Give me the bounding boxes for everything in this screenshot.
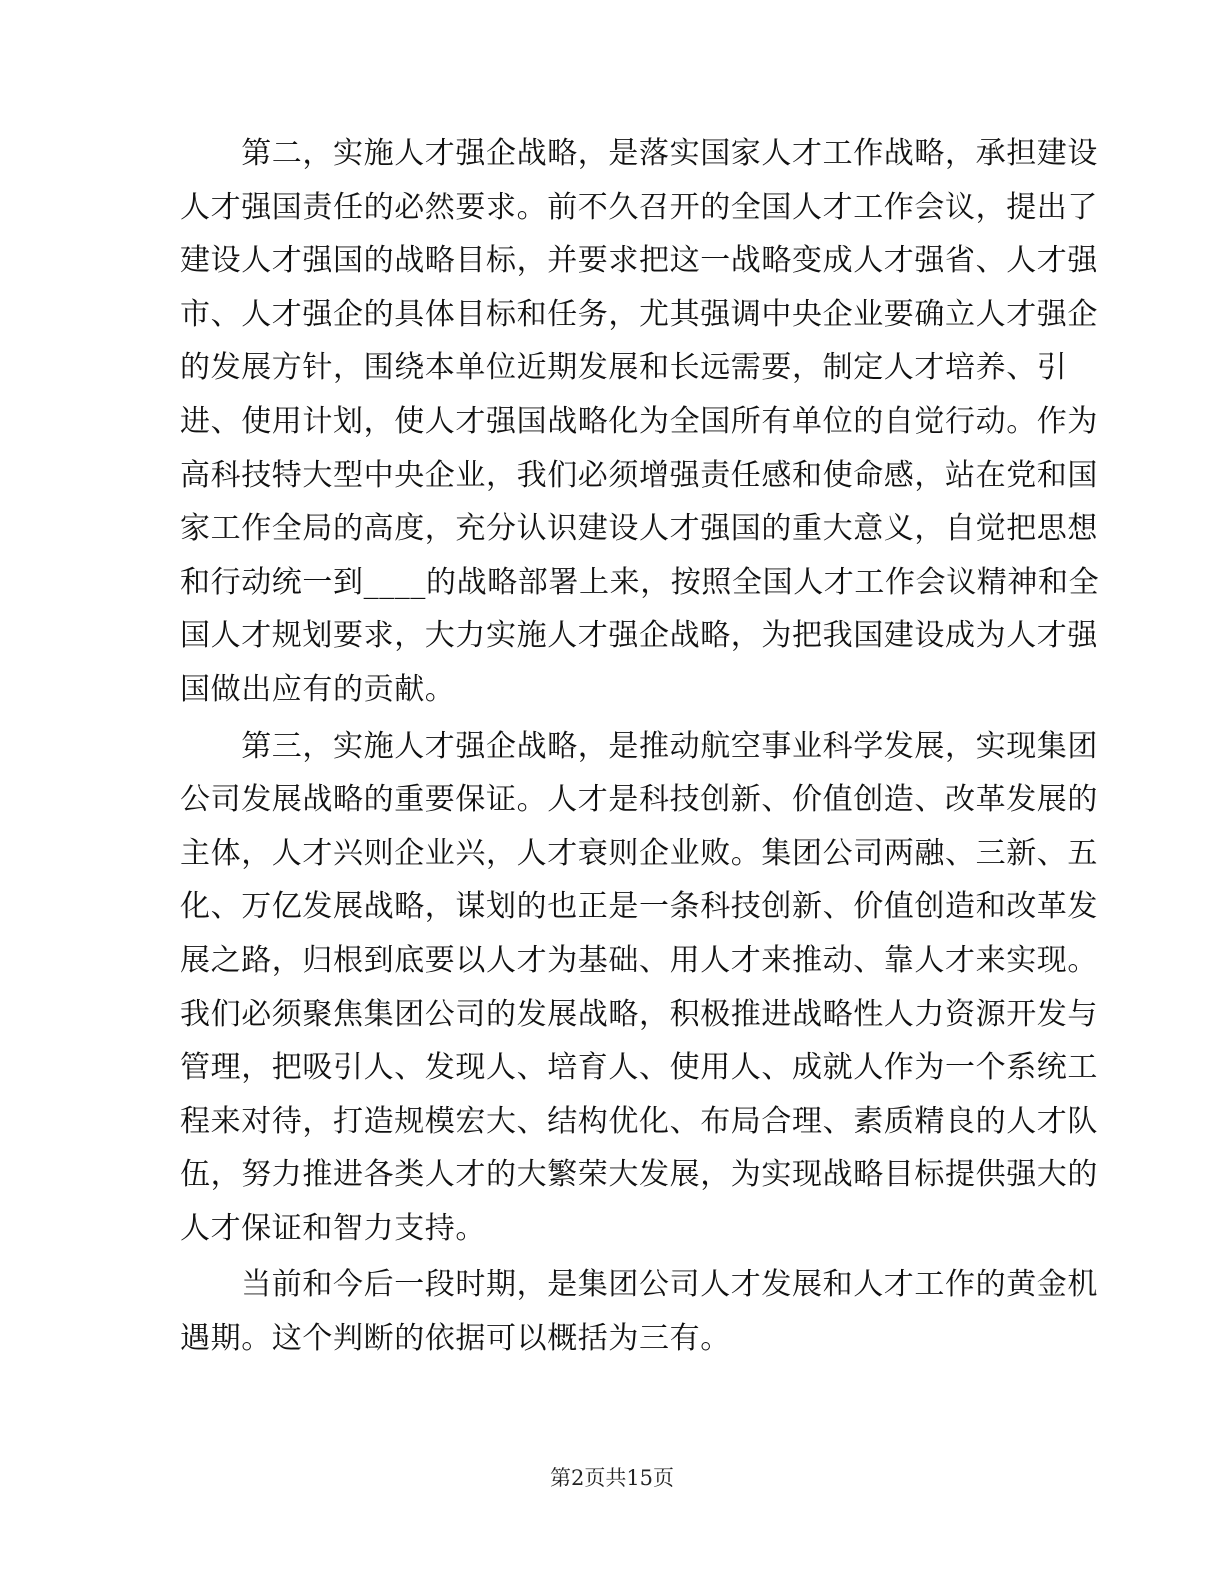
text-line: 人才保证和智力支持。 — [180, 1210, 486, 1246]
paragraph-third — [180, 720, 1098, 1256]
text-line: 高科技特大型中央企业，我们必须增强责任感和使命感，站在党和国 — [180, 457, 1098, 493]
text-line: 伍，努力推进各类人才的大繁荣大发展，为实现战略目标提供强大的 — [180, 1157, 1098, 1193]
text-line: 主体，人才兴则企业兴，人才衰则企业败。集团公司两融、三新、五 — [180, 835, 1098, 871]
text-line: 和行动统一到____的战略部署上来，按照全国人才工作会议精神和全 — [180, 564, 1100, 600]
text-line: 公司发展战略的重要保证。人才是科技创新、价值创造、改革发展的 — [180, 782, 1098, 818]
text-line: 程来对待，打造规模宏大、结构优化、布局合理、素质精良的人才队 — [180, 1103, 1098, 1139]
text-line: 人才强国责任的必然要求。前不久召开的全国人才工作会议，提出了 — [180, 189, 1098, 225]
text-line: 的发展方针，围绕本单位近期发展和长远需要，制定人才培养、引 — [180, 350, 1068, 386]
paragraph-current-period — [180, 1258, 1098, 1365]
text-line: 市、人才强企的具体目标和任务，尤其强调中央企业要确立人才强企 — [180, 296, 1098, 332]
paragraph-second — [180, 127, 1100, 717]
text-line: 进、使用计划，使人才强国战略化为全国所有单位的自觉行动。作为 — [180, 403, 1098, 439]
text-line: 化、万亿发展战略，谋划的也正是一条科技创新、价值创造和改革发 — [180, 889, 1098, 925]
text-line: 遇期。这个判断的依据可以概括为三有。 — [180, 1321, 731, 1357]
page-number-footer: 第2页共15页 — [549, 1466, 675, 1490]
text-line: 第三，实施人才强企战略，是推动航空事业科学发展，实现集团 — [180, 728, 1098, 764]
text-line: 建设人才强国的战略目标，并要求把这一战略变成人才强省、人才强 — [180, 243, 1098, 279]
text-line: 第二，实施人才强企战略，是落实国家人才工作战略，承担建设 — [180, 136, 1098, 171]
text-line: 展之路，归根到底要以人才为基础、用人才来推动、靠人才来实现。 — [180, 942, 1098, 978]
text-line: 当前和今后一段时期，是集团公司人才发展和人才工作的黄金机 — [180, 1267, 1098, 1303]
text-line: 国做出应有的贡献。 — [180, 671, 456, 707]
text-line: 我们必须聚焦集团公司的发展战略，积极推进战略性人力资源开发与 — [180, 996, 1098, 1032]
text-line: 管理，把吸引人、发现人、培育人、使用人、成就人作为一个系统工 — [180, 1050, 1098, 1086]
text-line: 国人才规划要求，大力实施人才强企战略，为把我国建设成为人才强 — [180, 618, 1098, 654]
body-text — [180, 127, 1100, 1366]
text-line: 家工作全局的高度，充分认识建设人才强国的重大意义，自觉把思想 — [180, 511, 1098, 547]
